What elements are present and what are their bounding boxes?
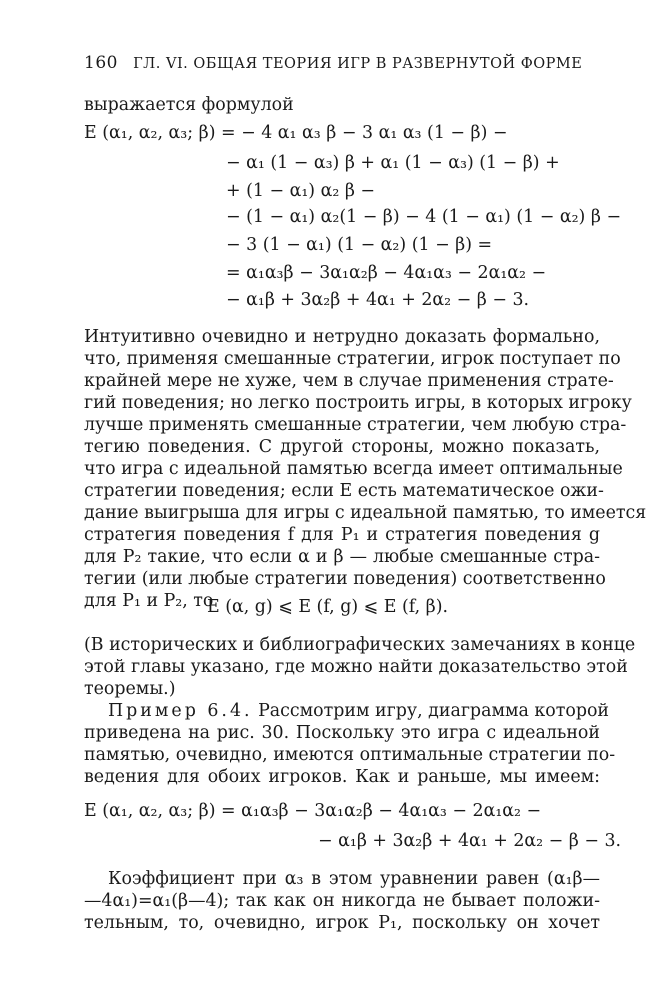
- running-title: ГЛ. VI. ОБЩАЯ ТЕОРИЯ ИГР В РАЗВЕРНУТОЙ ФОРМЕ: [133, 56, 583, 72]
- formula1-line6: = α₁α₃β − 3α₁α₂β − 4α₁α₃ − 2α₁α₂ −: [226, 263, 547, 283]
- paragraph1-line: дание выигрыша для игры с идеальной памятью, то имеется: [84, 503, 647, 523]
- example-text: Рассмотрим игру, диаграмма которой: [252, 701, 610, 721]
- paragraph1-line: для P₂ такие, что если α и β — любые смешанные стра-: [84, 547, 600, 567]
- formula2-line2: − α₁β + 3α₂β + 4α₁ + 2α₂ − β − 3.: [318, 831, 622, 851]
- paragraph1-line: крайней мере не хуже, чем в случае применения страте-: [84, 371, 614, 391]
- formula1-line5: − 3 (1 − α₁) (1 − α₂) (1 − β) =: [226, 235, 493, 255]
- paragraph1-line: тегию поведения. С другой стороны, можно показать,: [84, 437, 600, 457]
- formula1-line1: E (α₁, α₂, α₃; β) = − 4 α₁ α₃ β − 3 α₁ α₃ (1 − β) −: [84, 123, 508, 143]
- formula1-line7: − α₁β + 3α₂β + 4α₁ + 2α₂ − β − 3.: [226, 290, 530, 310]
- example-label: Пример 6.4.: [108, 701, 253, 721]
- formula1-line3: + (1 − α₁) α₂ β −: [226, 181, 376, 201]
- paragraph1-line: тегии (или любые стратегии поведения) соответственно: [84, 569, 606, 589]
- running-header: [84, 52, 582, 75]
- formula1-line2: − α₁ (1 − α₃) β + α₁ (1 − α₃) (1 − β) +: [226, 153, 560, 173]
- example-line: ведения для обоих игроков. Как и раньше, мы имеем:: [84, 767, 600, 787]
- intro-line: выражается формулой: [84, 95, 294, 115]
- paragraph1-line: гий поведения; но легко построить игры, в которых игроку: [84, 393, 632, 413]
- paragraph1-line: Интуитивно очевидно и нетрудно доказать формально,: [84, 327, 600, 347]
- example-line: приведена на рис. 30. Поскольку это игра с идеальной: [84, 723, 600, 743]
- paragraph2-line: теоремы.): [84, 679, 176, 699]
- paragraph1-line: что, применяя смешанные стратегии, игрок поступает по: [84, 349, 621, 369]
- paragraph3-line: тельным, то, очевидно, игрок P₁, поскольку он хочет: [84, 913, 600, 933]
- paragraph3-line: Коэффициент при α₃ в этом уравнении равен (α₁β—: [108, 869, 600, 889]
- paragraph1-line: лучше применять смешанные стратегии, чем любую стра-: [84, 415, 627, 435]
- page-number: 160: [84, 53, 118, 73]
- formula1-line4: − (1 − α₁) α₂(1 − β) − 4 (1 − α₁) (1 − α₂) β −: [226, 207, 622, 227]
- paragraph2-line: (В исторических и библиографических замечаниях в конце: [84, 635, 636, 655]
- inequality-formula: E (α, g) ⩽ E (f, g) ⩽ E (f, β).: [206, 597, 449, 617]
- paragraph1-line: что игра с идеальной памятью всегда имеет оптимальные: [84, 459, 623, 479]
- example-line: памятью, очевидно, имеются оптимальные стратегии по-: [84, 745, 616, 765]
- formula2-line1: E (α₁, α₂, α₃; β) = α₁α₃β − 3α₁α₂β − 4α₁α₃ − 2α₁α₂ −: [84, 801, 542, 821]
- paragraph3-line: —4α₁)=α₁(β—4); так как он никогда не бывает положи-: [84, 891, 600, 911]
- paragraph1-line: стратегии поведения; если E есть математическое ожи-: [84, 481, 604, 501]
- paragraph2-line: этой главы указано, где можно найти доказательство этой: [84, 657, 628, 677]
- example-first-line: [108, 700, 610, 722]
- paragraph1-line: для P₁ и P₂, то: [84, 591, 214, 611]
- paragraph1-line: стратегия поведения f для P₁ и стратегия поведения g: [84, 525, 600, 545]
